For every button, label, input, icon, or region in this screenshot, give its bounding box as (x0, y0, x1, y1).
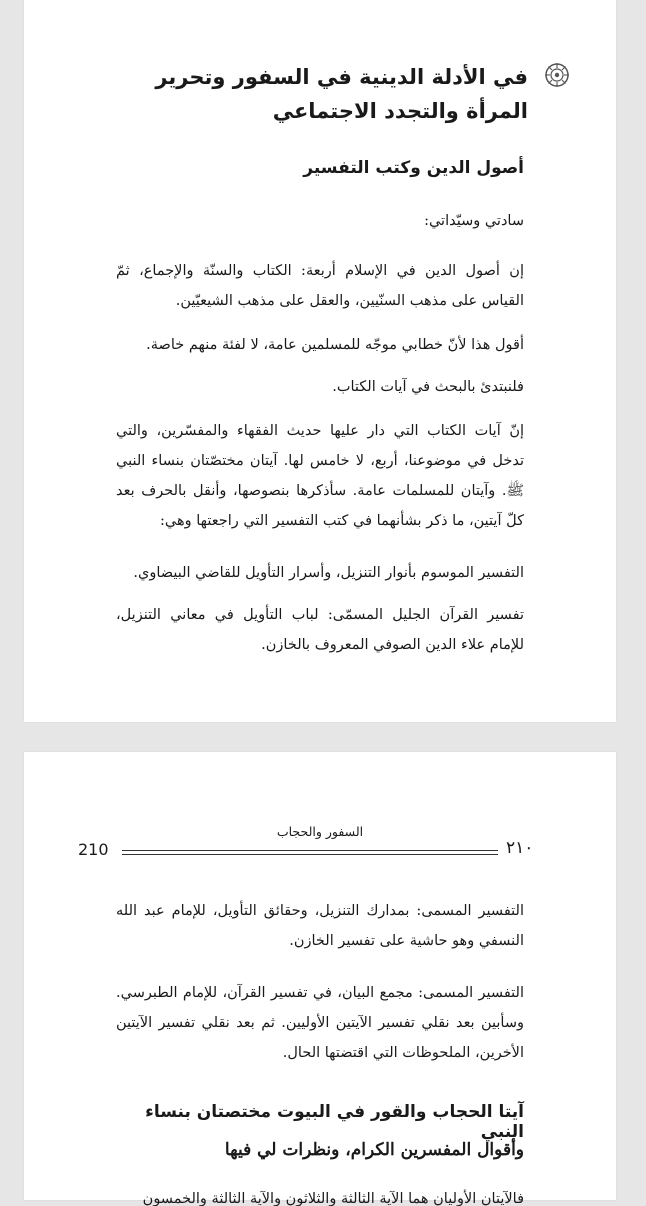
paragraph: أقول هذا لأنّ خطابي موجّه للمسلمين عامة، لا لفئة منهم خاصة. (146, 337, 524, 353)
paragraph: التفسير المسمى: بمدارك التنزيل، وحقائق التأويل، للإمام عبد الله النسفي وهو حاشية على تفسير الخازن. (116, 903, 524, 949)
page-number-arabic: ٢١٠ (506, 838, 534, 858)
book-page-upper (24, 0, 616, 722)
paragraph: فلنبتدئ بالبحث في آيات الكتاب. (332, 379, 524, 395)
page-number-latin: 210 (78, 840, 109, 859)
paragraph: تفسير القرآن الجليل المسمّى: لباب التأويل في معاني التنزيل، للإمام علاء الدين الصوفي المعروف بالخازن. (116, 607, 524, 653)
paragraph: التفسير الموسوم بأنوار التنزيل، وأسرار التأويل للقاضي البيضاوي. (133, 565, 524, 581)
paragraph: التفسير المسمى: مجمع البيان، في تفسير القرآن، للإمام الطبرسي. وسأبين بعد نقلي تفسير الآيتين الأوليين. ثم بعد نقلي تفسير الآيتين الأخرين، الملحوظات التي اقتضتها الحال. (116, 985, 524, 1061)
running-head: السفور والحجاب (276, 824, 364, 839)
section-heading: أصول الدين وكتب التفسير (303, 158, 524, 178)
section-heading: آيتا الحجاب والقور في البيوت مختصتان بنساء النبي (145, 1102, 524, 1142)
section-subheading: وأقوال المفسرين الكرام، ونظرات لي فيها (224, 1140, 524, 1160)
star-ornament-icon (544, 62, 570, 88)
paragraph: إنّ آيات الكتاب التي دار عليها حديث الفقهاء والمفسّرين، والتي تدخل في موضوعنا، أربع، لا خامس لها. آيتان مختصّتان بنساء النبي ﷺ. وآيتان للمسلمات عامة. سأذكرها بنصوصها، وأنقل بالحرف بعد كلّ آيتين، ما ذكر بشأنهما في كتب التفسير التي راجعتها وهي: (116, 423, 524, 529)
header-rule (122, 850, 498, 855)
paragraph: سادتي وسيّداتي: (424, 213, 524, 229)
chapter-title: في الأدلة الدينية في السفور وتحرير المرأة والتجدد الاجتماعي (155, 65, 528, 123)
book-page-lower (24, 752, 616, 1206)
paragraph: إن أصول الدين في الإسلام أربعة: الكتاب والسنّة والإجماع، ثمّ القياس على مذهب السنّيين، والعقل على مذهب الشيعيّين. (116, 263, 524, 309)
paragraph-partial: فالآيتان الأوليان هما الآية الثالثة والثلاثون والآية الثالثة والخمسون (142, 1191, 524, 1206)
